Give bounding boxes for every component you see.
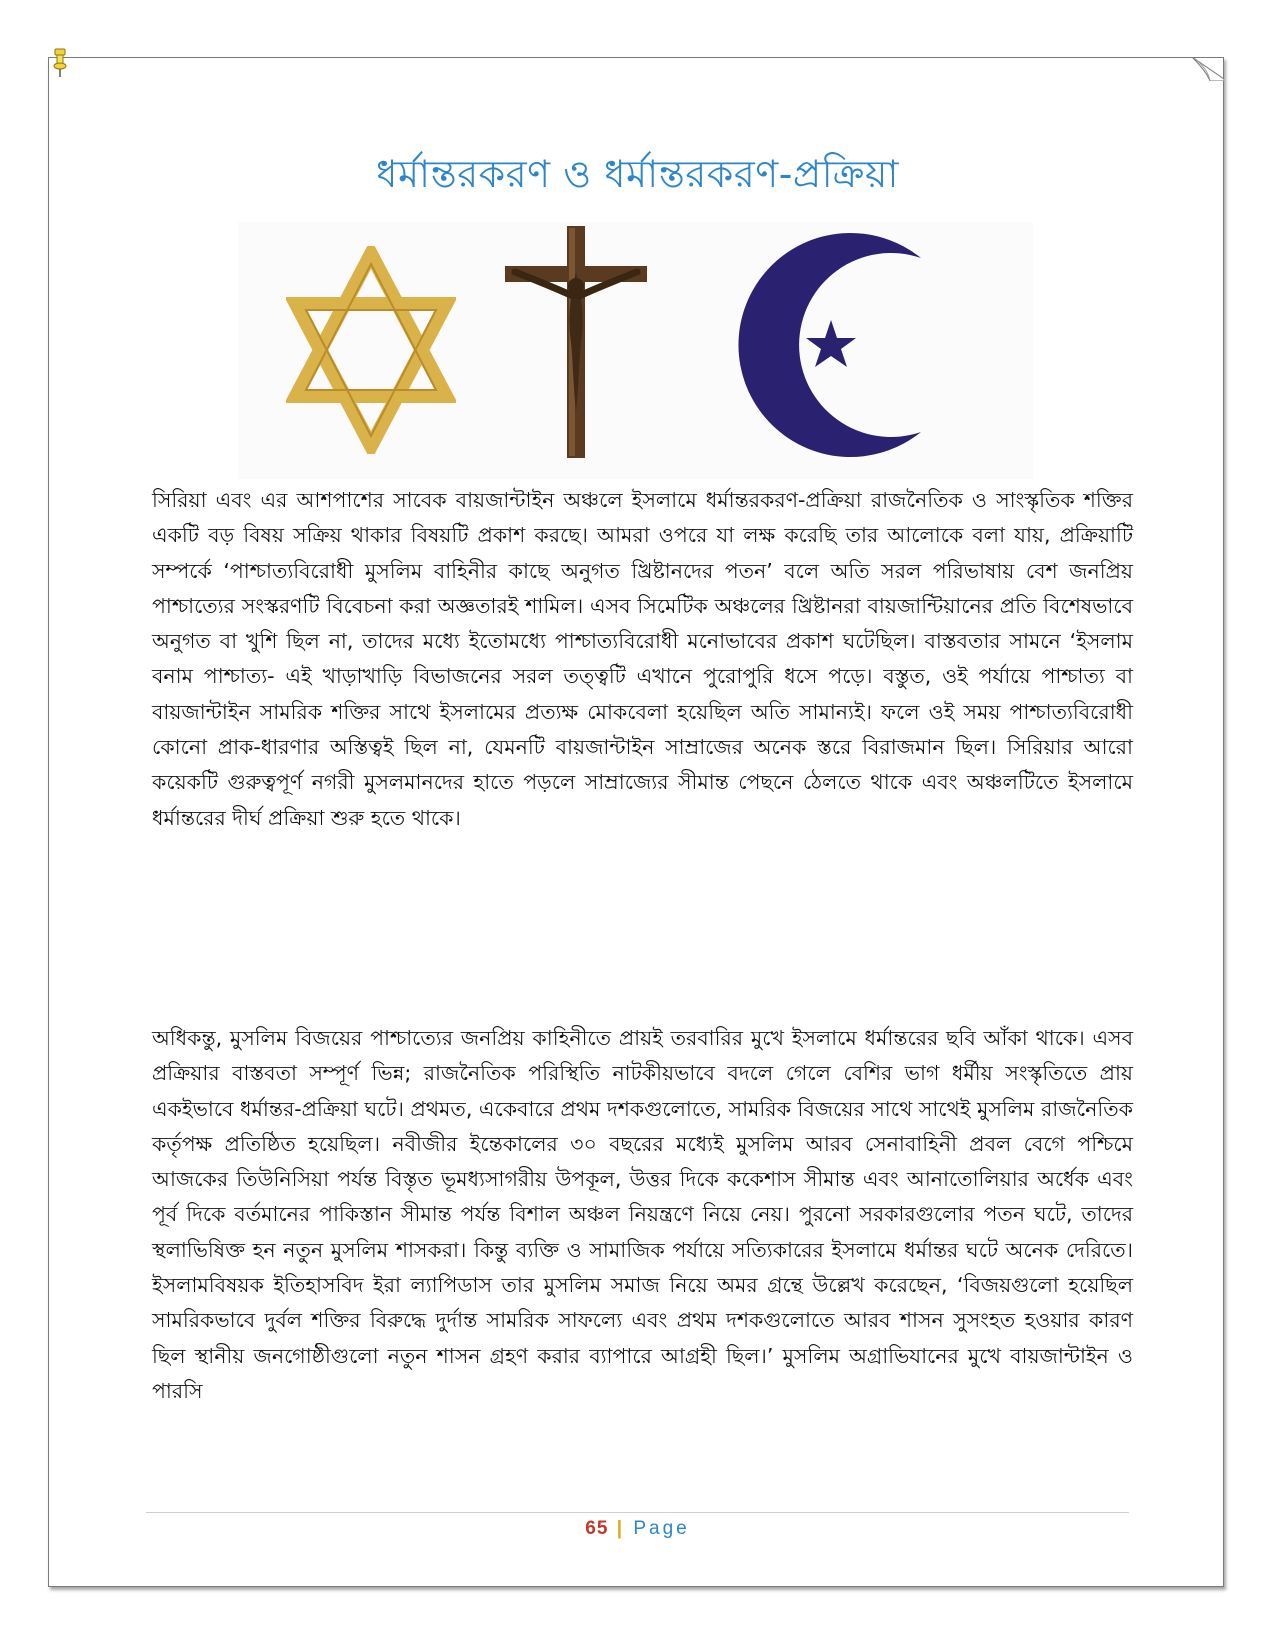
body-paragraph-2: অধিকন্তু, মুসলিম বিজয়ের পাশ্চাত্যের জনপ্রিয় কাহিনীতে প্রায়ই তরবারির মুখে ইসলামে ধর্মান্তরের ছবি আঁকা থাকে। এসব প্রক্রিয়ার বাস্তবতা সম্পূর্ণ ভিন্ন; রাজনৈতিক পরিস্থিতি নাটকীয়ভাবে বদলে গেলে বেশির ভাগ ধর্মীয় সংস্কৃতিতে প্রায় একইভাবে ধর্মান্তর-প্রক্রিয়া ঘটে। প্রথমত, একেবারে প্রথম দশকগুলোতে, সামরিক বিজয়ের সাথে সাথেই মুসলিম রাজনৈতিক কর্তৃপক্ষ প্রতিষ্ঠিত হয়েছিল। নবীজীর ইন্তেকালের ৩০ বছরের মধ্যেই মুসলিম আরব সেনাবাহিনী প্রবল বেগে পশ্চিমে আজকের তিউনিসিয়া পর্যন্ত বিস্তৃত ভূমধ্যসাগরীয় উপকূল, উত্তর দিকে ককেশাস সীমান্ত এবং আনাতোলিয়ার অর্ধেক এবং পূর্ব দিকে বর্তমানের পাকিস্তান সীমান্ত পর্যন্ত বিশাল অঞ্চল নিয়ন্ত্রণে নিয়ে নেয়। পুরনো সরকারগুলোর পতন ঘটে, তাদের স্থলাভিষিক্ত হন নতুন মুসলিম শাসকরা। কিন্তু ব্যক্তি ও সামাজিক পর্যায়ে সত্যিকারের ইসলামে ধর্মান্তর ঘটে অনেক দেরিতে। ইসলামবিষয়ক ইতিহাসবিদ ইরা ল্যাপিডাস তার মুসলিম সমাজ নিয়ে অমর গ্রন্থে উল্লেখ করেছেন, ‘বিজয়গুলো হয়েছিল সামরিকভাবে দুর্বল শক্তির বিরুদ্ধে দুর্দান্ত সামরিক সাফল্যে এবং প্রথম দশকগুলোতে আরব শাসন সুসংহত হওয়ার কারণ ছিল স্থানীয় জনগোষ্ঠীগুলো নতুন শাসন গ্রহণ করার ব্যাপারে আগ্রহী ছিল।’ মুসলিম অগ্রাভিযানের মুখে বায়জান্টাইন ও পারসি: [152, 1026, 1133, 1403]
crescent-star-icon: [706, 225, 966, 465]
page-label: Page: [633, 1518, 690, 1539]
page-footer: [0, 1518, 1275, 1540]
crucifix-icon: [501, 222, 651, 462]
page-number: 65: [585, 1518, 609, 1539]
footer-separator: |: [616, 1518, 626, 1539]
religious-symbols-image: [238, 222, 1033, 479]
star-of-david-icon: [286, 246, 456, 454]
body-paragraph-1: সিরিয়া এবং এর আশপাশের সাবেক বায়জান্টাইন অঞ্চলে ইসলামে ধর্মান্তরকরণ-প্রক্রিয়া রাজনৈতিক ও সাংস্কৃতিক শক্তির একটি বড় বিষয় সক্রিয় থাকার বিষয়টি প্রকাশ করছে। আমরা ওপরে যা লক্ষ করেছি তার আলোকে বলা যায়, প্রক্রিয়াটি সম্পর্কে ‘পাশ্চাত্যবিরোধী মুসলিম বাহিনীর কাছে অনুগত খ্রিষ্টানদের পতন’ বলে অতি সরল পরিভাষায় বেশ জনপ্রিয় পাশ্চাত্যের সংস্করণটি বিবেচনা করা অজ্ঞতারই শামিল। এসব সিমেটিক অঞ্চলের খ্রিষ্টানরা বায়জান্টিয়ানের প্রতি বিশেষভাবে অনুগত বা খুশি ছিল না, তাদের মধ্যে ইতোমধ্যে পাশ্চাত্যবিরোধী মনোভাবের প্রকাশ ঘটেছিল। বাস্তবতার সামনে ‘ইসলাম বনাম পাশ্চাত্য- এই খাড়াখাড়ি বিভাজনের সরল তত্ত্বটি এখানে পুরোপুরি ধসে পড়ে। বস্তুত, ওই পর্যায়ে পাশ্চাত্য বা বায়জান্টাইন সামরিক শক্তির সাথে ইসলামের প্রত্যক্ষ মোকবেলা হয়েছিল অতি সামান্যই। ফলে ওই সময় পাশ্চাত্যবিরোধী কোনো প্রাক-ধারণার অস্তিত্বই ছিল না, যেমনটি বায়জান্টাইন সাম্রাজের অনেক স্তরে বিরাজমান ছিল। সিরিয়ার আরো কয়েকটি গুরুত্বপূর্ণ নগরী মুসলমানদের হাতে পড়লে সাম্রাজ্যের সীমান্ত পেছনে ঠেলতে থাকে এবং অঞ্চলটিতে ইসলামে ধর্মান্তরের দীর্ঘ প্রক্রিয়া শুরু হতে থাকে।: [152, 488, 1133, 830]
pushpin-icon: [52, 48, 68, 78]
page-curl-icon: [1192, 57, 1224, 81]
footer-divider: [146, 1512, 1129, 1513]
page-title: ধর্মান্তরকরণ ও ধর্মান্তরকরণ-প্রক্রিয়া: [376, 152, 899, 196]
